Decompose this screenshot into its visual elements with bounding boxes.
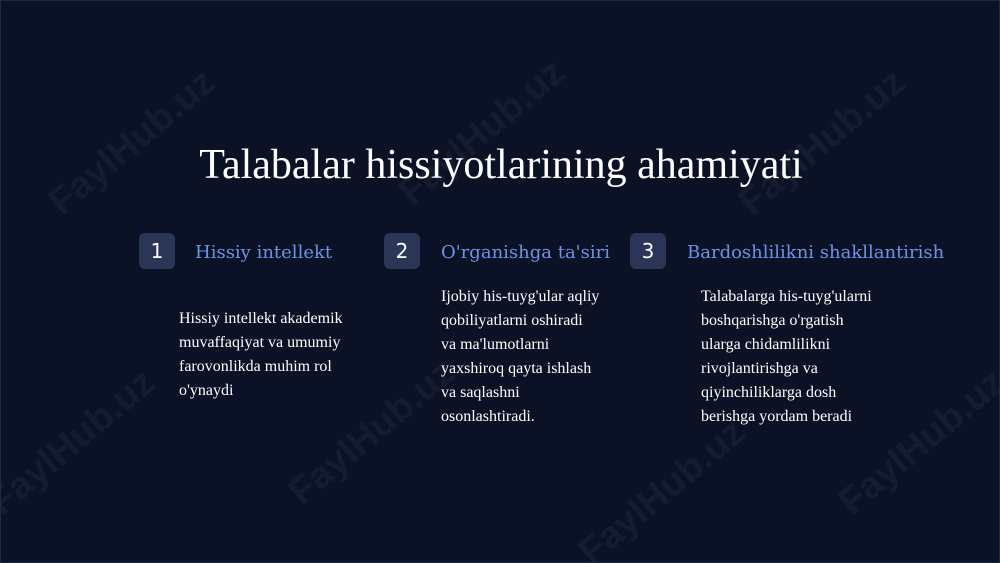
watermark (0, 361, 164, 524)
step-heading: Hissiy intellekt (195, 242, 333, 263)
slide-title: Talabalar hissiyotlarining ahamiyati (199, 142, 803, 188)
step-description (701, 285, 872, 429)
description-line: Talabalarga his-tuyg'ularni (701, 288, 872, 305)
description-line: Ijobiy his-tuyg'ular aqliy (441, 288, 600, 305)
description-line: va saqlashni (441, 384, 520, 401)
description-line: rivojlantirishga va (701, 360, 818, 377)
step-heading: Bardoshlilikni shakllantirish (687, 242, 945, 263)
description-line: va ma'lumotlarni (441, 336, 550, 353)
watermark (571, 411, 754, 563)
description-line: Hissiy intellekt akademik (179, 310, 343, 327)
description-line: yaxshiroq qayta ishlash (441, 360, 592, 377)
step-number-badge: 1 (139, 233, 175, 269)
step-heading: O'rganishga ta'siri (441, 242, 610, 263)
description-line: boshqarishga o'rgatish (701, 312, 844, 329)
description-line: ularga chidamlilikni (701, 336, 831, 353)
description-line: muvaffaqiyat va umumiy (179, 334, 341, 351)
step-description (179, 307, 343, 403)
step-description (441, 285, 599, 429)
description-line: osonlashtiradi. (441, 408, 535, 425)
step-number-badge: 3 (630, 233, 666, 269)
step-number-badge: 2 (384, 233, 420, 269)
description-line: berishga yordam beradi (701, 408, 853, 425)
description-line: o'ynaydi (179, 382, 234, 399)
description-line: qobiliyatlarni oshiradi (441, 312, 583, 329)
description-line: farovonlikda muhim rol (179, 358, 332, 375)
watermark (391, 51, 574, 214)
description-line: qiyinchiliklarga dosh (701, 384, 837, 401)
